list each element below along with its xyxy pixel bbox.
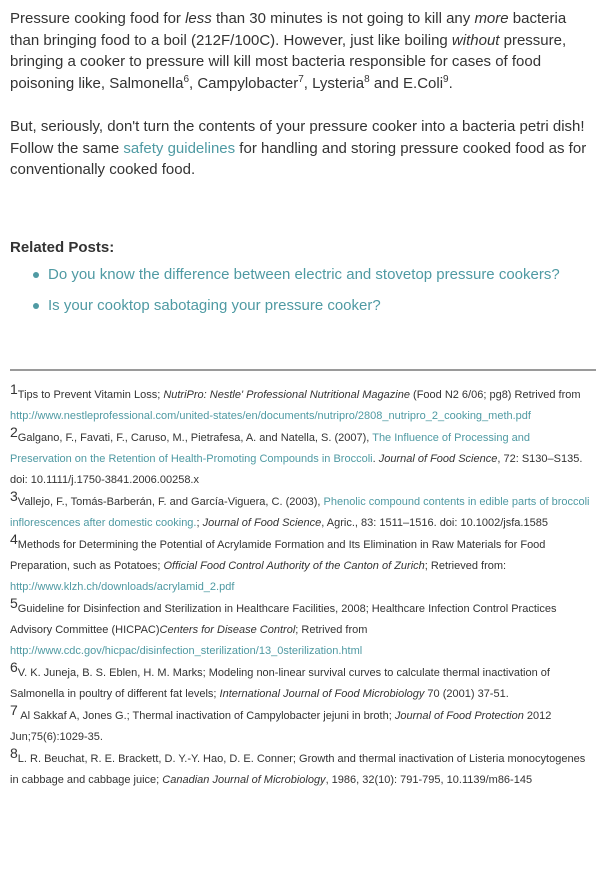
footnote-2-link[interactable]: The Influence of Processing and Preservation on the Retention of Health-Promoting Compounds in Broccoli (10, 431, 530, 465)
footnote-3: 3Vallejo, F., Tomás-Barberán, F. and García-Viguera, C. (2003), Phenolic compound contents in edible parts of broccoli inflorescences after domestic cooking.; Journal of Food Science, Agric., 83: 1511–1516. doi: 10.1002/jsfa.1585 (10, 487, 590, 529)
footnote-5: 5Guideline for Disinfection and Sterilization in Healthcare Facilities, 2008; Healthcare Infection Control Practices Advisory Committee (HICPAC)Centers for Disease Control; Retrived from http://www.cdc.gov/hicpac/disinfection_sterilization/13_0sterilization.html (10, 594, 557, 657)
related-post-link-cooktop[interactable]: Is your cooktop sabotaging your pressure cooker? (48, 297, 381, 314)
footnote-7: 7 Al Sakkaf A, Jones G.; Thermal inactivation of Campylobacter jejuni in broth; Journal of Food Protection 2012 Jun;75(6):1029-35. (10, 701, 552, 743)
footnote-ref-8: 8 (364, 73, 370, 85)
related-post-link-electric-vs-stovetop[interactable]: Do you know the difference between electric and stovetop pressure cookers? (48, 265, 560, 283)
footnote-5-link[interactable]: http://www.cdc.gov/hicpac/disinfection_sterilization/13_0sterilization.html (10, 644, 363, 657)
related-post-item (48, 264, 594, 286)
footnotes (10, 380, 594, 791)
footnote-1: 1Tips to Prevent Vitamin Loss; NutriPro: Nestle' Professional Nutritional Magazine (Food N2 6/06; pg8) Retrived from http://www.nestleprofessional.com/united-states/en/documents/nutripro/2808_nutripro_2_cooking_meth.pdf (10, 380, 581, 422)
footnote-8: 8L. R. Beuchat, R. E. Brackett, D. Y.-Y. Hao, D. E. Conner; Growth and thermal inactivation of Listeria monocytogenes in cabbage and cabbage juice; Canadian Journal of Microbiology, 1986, 32(10): 791-795, 10.1139/m86-145 (10, 744, 586, 786)
footnote-ref-9: 9 (443, 73, 449, 85)
footnote-ref-7: 7 (298, 73, 304, 85)
related-posts-list (10, 264, 594, 317)
related-post-item (48, 295, 594, 317)
article-paragraph-1: Pressure cooking food for less than 30 minutes is not going to kill any more bacteria than bringing food to a boil (212F/100C). However, just like boiling without pressure, bringing a cooker to pressure will kill most bacteria responsible for cases of food poisoning like, Salmonella$^6$, Campylobacter$^7$, Lysteria$^8$ and E.Coli$^9$. (10, 10, 567, 92)
footnote-3-link[interactable]: Phenolic compound contents in edible parts of broccoli inflorescences after domestic cooking. (10, 495, 590, 529)
footnote-4-link[interactable]: http://www.klzh.ch/downloads/acrylamid_2.pdf (10, 580, 235, 593)
footnote-4: 4Methods for Determining the Potential of Acrylamide Formation and Its Elimination in Raw Materials for Food Preparation, such as Potatoes; Official Food Control Authority of the Canton of Zurich; Retrieved from: http://www.klzh.ch/downloads/acrylamid_2.pdf (10, 530, 546, 593)
footnote-2: 2Galgano, F., Favati, F., Caruso, M., Pietrafesa, A. and Natella, S. (2007), The Influence of Processing and Preservation on the Retention of Health-Promoting Compounds in Broccoli. Journal of Food Science, 72: S130–S135. doi: 10.1111/j.1750-3841.2006.00258.x (10, 423, 583, 486)
article-paragraph-2: But, seriously, don't turn the contents of your pressure cooker into a bacteria petri dish! Follow the same safety guidelines for handling and storing pressure cooked food as for conventionally cooked food. (10, 118, 587, 178)
footnotes-divider (10, 369, 596, 371)
footnote-ref-6: 6 (183, 73, 189, 85)
safety-guidelines-link[interactable]: safety guidelines (123, 139, 236, 157)
footnote-1-link[interactable]: http://www.nestleprofessional.com/united-states/en/documents/nutripro/2808_nutripro_2_cooking_meth.pdf (10, 409, 531, 422)
related-posts-heading: Related Posts: (10, 238, 115, 256)
footnote-6: 6V. K. Juneja, B. S. Eblen, H. M. Marks; Modeling non-linear survival curves to calculate thermal inactivation of Salmonella in poultry of different fat levels; International Journal of Food Microbiology 70 (2001) 37-51. (10, 658, 550, 700)
